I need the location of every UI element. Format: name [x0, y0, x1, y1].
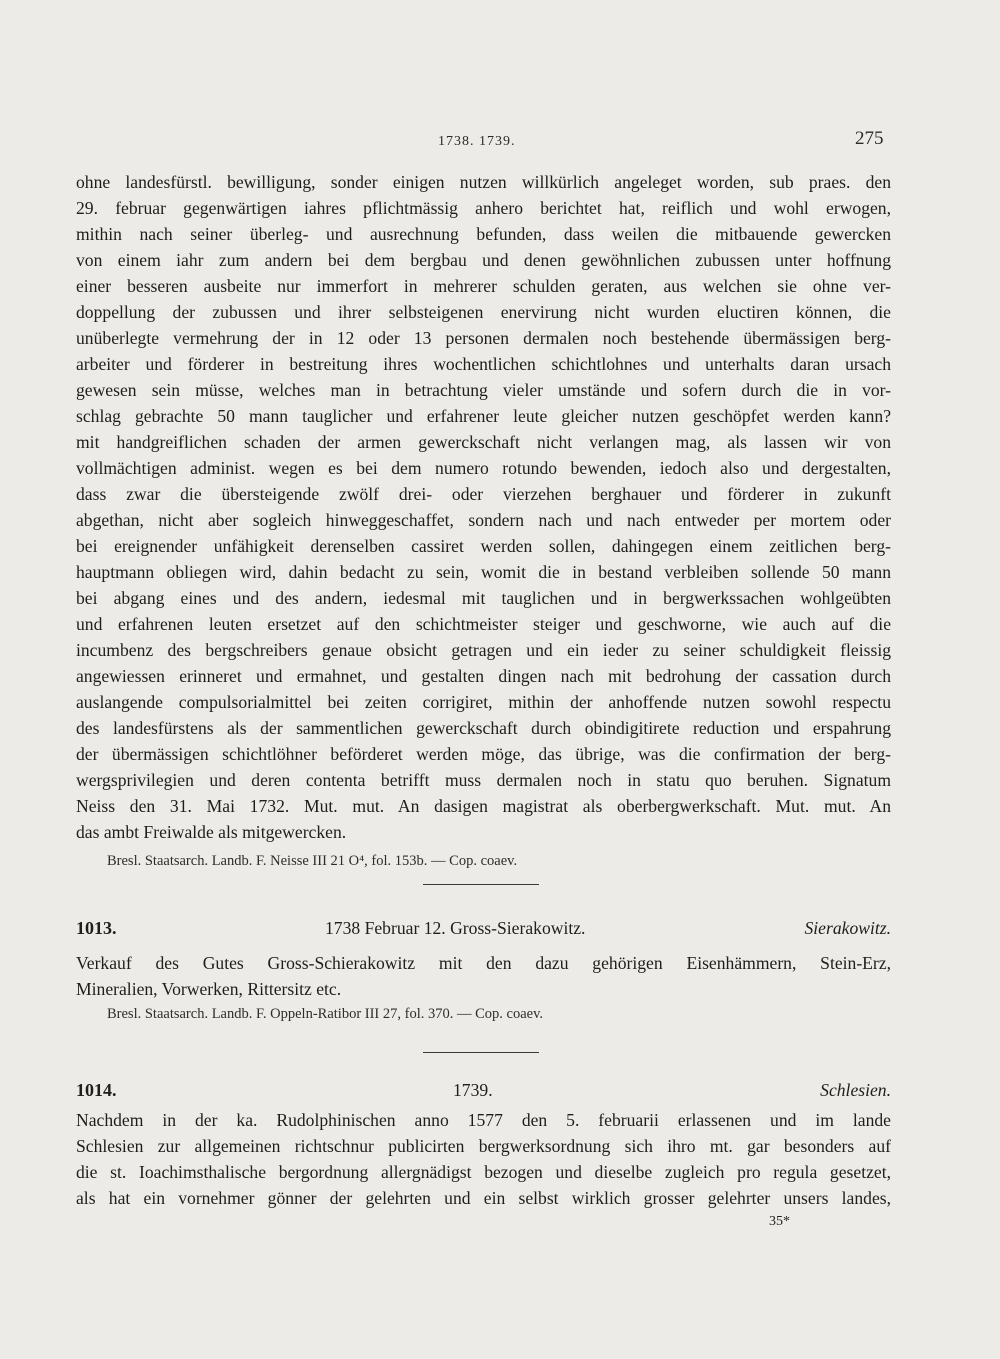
text-line: der übermässigen schichtlöhner beförderet werden möge, das übrige, was die confirmation der berg-	[76, 744, 891, 764]
entry-number: 1013.	[76, 918, 117, 938]
text-line: schlag gebrachte 50 mann tauglicher und erfahrener leute gleicher nutzen geschöpfet werden kann?	[76, 406, 891, 426]
text-line: das ambt Freiwalde als mitgewercken.	[76, 822, 347, 842]
text-line: auslangende compulsorialmittel bei zeiten corrigiret, mithin der anhoffende nutzen sowohl respectu	[76, 692, 891, 712]
text-line: Mineralien, Vorwerken, Rittersitz etc.	[76, 979, 342, 999]
text-line: mit handgreiflichen schaden der armen gewerckschaft nicht verlangen mag, als lassen wir von	[76, 432, 891, 452]
text-line: ohne landesfürstl. bewilligung, sonder einigen nutzen willkürlich angeleget worden, sub praes. den	[76, 172, 891, 192]
text-line: hauptmann obliegen wird, dahin bedacht zu sein, womit die in bestand verbleiben sollende 50 mann	[76, 562, 891, 582]
text-line: unüberlegte vermehrung der in 12 oder 13 personen dermalen noch bestehende übermässigen berg-	[76, 328, 891, 348]
text-line: des landesfürstens als der sammentlichen gewerckschaft durch obindigitirete reduction und erspahrung	[76, 718, 891, 738]
text-line: einer besseren ausbeite nur immerfort in mehrerer schulden geraten, aus welchen sie ohne ver-	[76, 276, 891, 296]
entry-region: Schlesien.	[820, 1080, 891, 1100]
running-head-years: 1738. 1739.	[438, 134, 516, 149]
text-line: doppellung der zubussen und ihrer selbsteigenen enervirung nicht wurden eluctiren können, die	[76, 302, 891, 322]
entry-date-place: 1738 Februar 12. Gross-Sierakowitz.	[325, 918, 586, 938]
text-line: bei ereignender unfähigkeit derenselben cassiret werden sollen, dahingegen einem zeitlichen berg-	[76, 536, 891, 556]
source-citation: Bresl. Staatsarch. Landb. F. Oppeln-Ratibor III 27, fol. 370. — Cop. coaev.	[107, 1006, 544, 1022]
section-divider	[423, 1052, 539, 1053]
text-line: 29. februar gegenwärtigen iahres pflichtmässig anhero berichtet hat, reiflich und wohl erwogen,	[76, 198, 891, 218]
text-line: incumbenz des bergschreibers genaue obsicht getragen und ein ieder zu seiner schuldigkeit fleissig	[76, 640, 891, 660]
text-line: gewesen sein müsse, welches man in betrachtung vieler umstände und sofern durch die in vor-	[76, 380, 891, 400]
text-line: vollmächtigen administ. wegen es bei dem numero rotundo bewenden, iedoch also und dergestalten,	[76, 458, 891, 478]
text-line: abgethan, nicht aber sogleich hinweggeschaffet, sondern nach und nach entweder per mortem oder	[76, 510, 891, 530]
text-line: bei abgang eines und des andern, iedesmal mit tauglichen und in bergwerkssachen wohlgeübten	[76, 588, 891, 608]
text-line: Verkauf des Gutes Gross-Schierakowitz mit den dazu gehörigen Eisenhämmern, Stein-Erz,	[76, 953, 891, 973]
section-divider	[423, 884, 539, 885]
text-line: die st. Ioachimsthalische bergordnung allergnädigst bezogen und dieselbe zugleich pro regula gesetzet,	[76, 1162, 891, 1182]
text-line: Neiss den 31. Mai 1732. Mut. mut. An dasigen magistrat als oberbergwerkschaft. Mut. mut. An	[76, 796, 891, 816]
text-line: als hat ein vornehmer gönner der gelehrten und ein selbst wirklich grosser gelehrter unsers landes,	[76, 1188, 891, 1208]
text-line: dass zwar die übersteigende zwölf drei- oder vierzehen berghauer und förderer in zukunft	[76, 484, 891, 504]
text-line: Schlesien zur allgemeinen richtschnur publicirten bergwerksordnung sich ihro mt. gar besonders auf	[76, 1136, 891, 1156]
entry-date: 1739.	[453, 1080, 493, 1100]
text-line: Nachdem in der ka. Rudolphinischen anno 1577 den 5. februarii erlassenen und im lande	[76, 1110, 891, 1130]
page-number: 275	[855, 128, 884, 149]
entry-region: Sierakowitz.	[804, 918, 891, 938]
signature-mark: 35*	[769, 1214, 790, 1229]
text-line: mithin nach seiner überleg- und ausrechnung befunden, dass weilen die mitbauende gewercken	[76, 224, 891, 244]
entry-number: 1014.	[76, 1080, 117, 1100]
text-line: arbeiter und förderer in bestreitung ihres wochentlichen schichtlohnes und unterhalts daran ursach	[76, 354, 891, 374]
text-line: wergsprivilegien und deren contenta betrifft muss dermalen noch in statu quo beruhen. Signatum	[76, 770, 891, 790]
source-citation: Bresl. Staatsarch. Landb. F. Neisse III 21 O⁴, fol. 153b. — Cop. coaev.	[107, 853, 518, 869]
text-line: von einem iahr zum andern bei dem bergbau und denen gewöhnlichen zubussen unter hoffnung	[76, 250, 891, 270]
text-line: angewiessen erinneret und ermahnet, und gestalten dingen nach mit bedrohung der cassation durch	[76, 666, 891, 686]
text-line: und erfahrenen leuten ersetzet auf den schichtmeister steiger und geschworne, wie auch auf die	[76, 614, 891, 634]
